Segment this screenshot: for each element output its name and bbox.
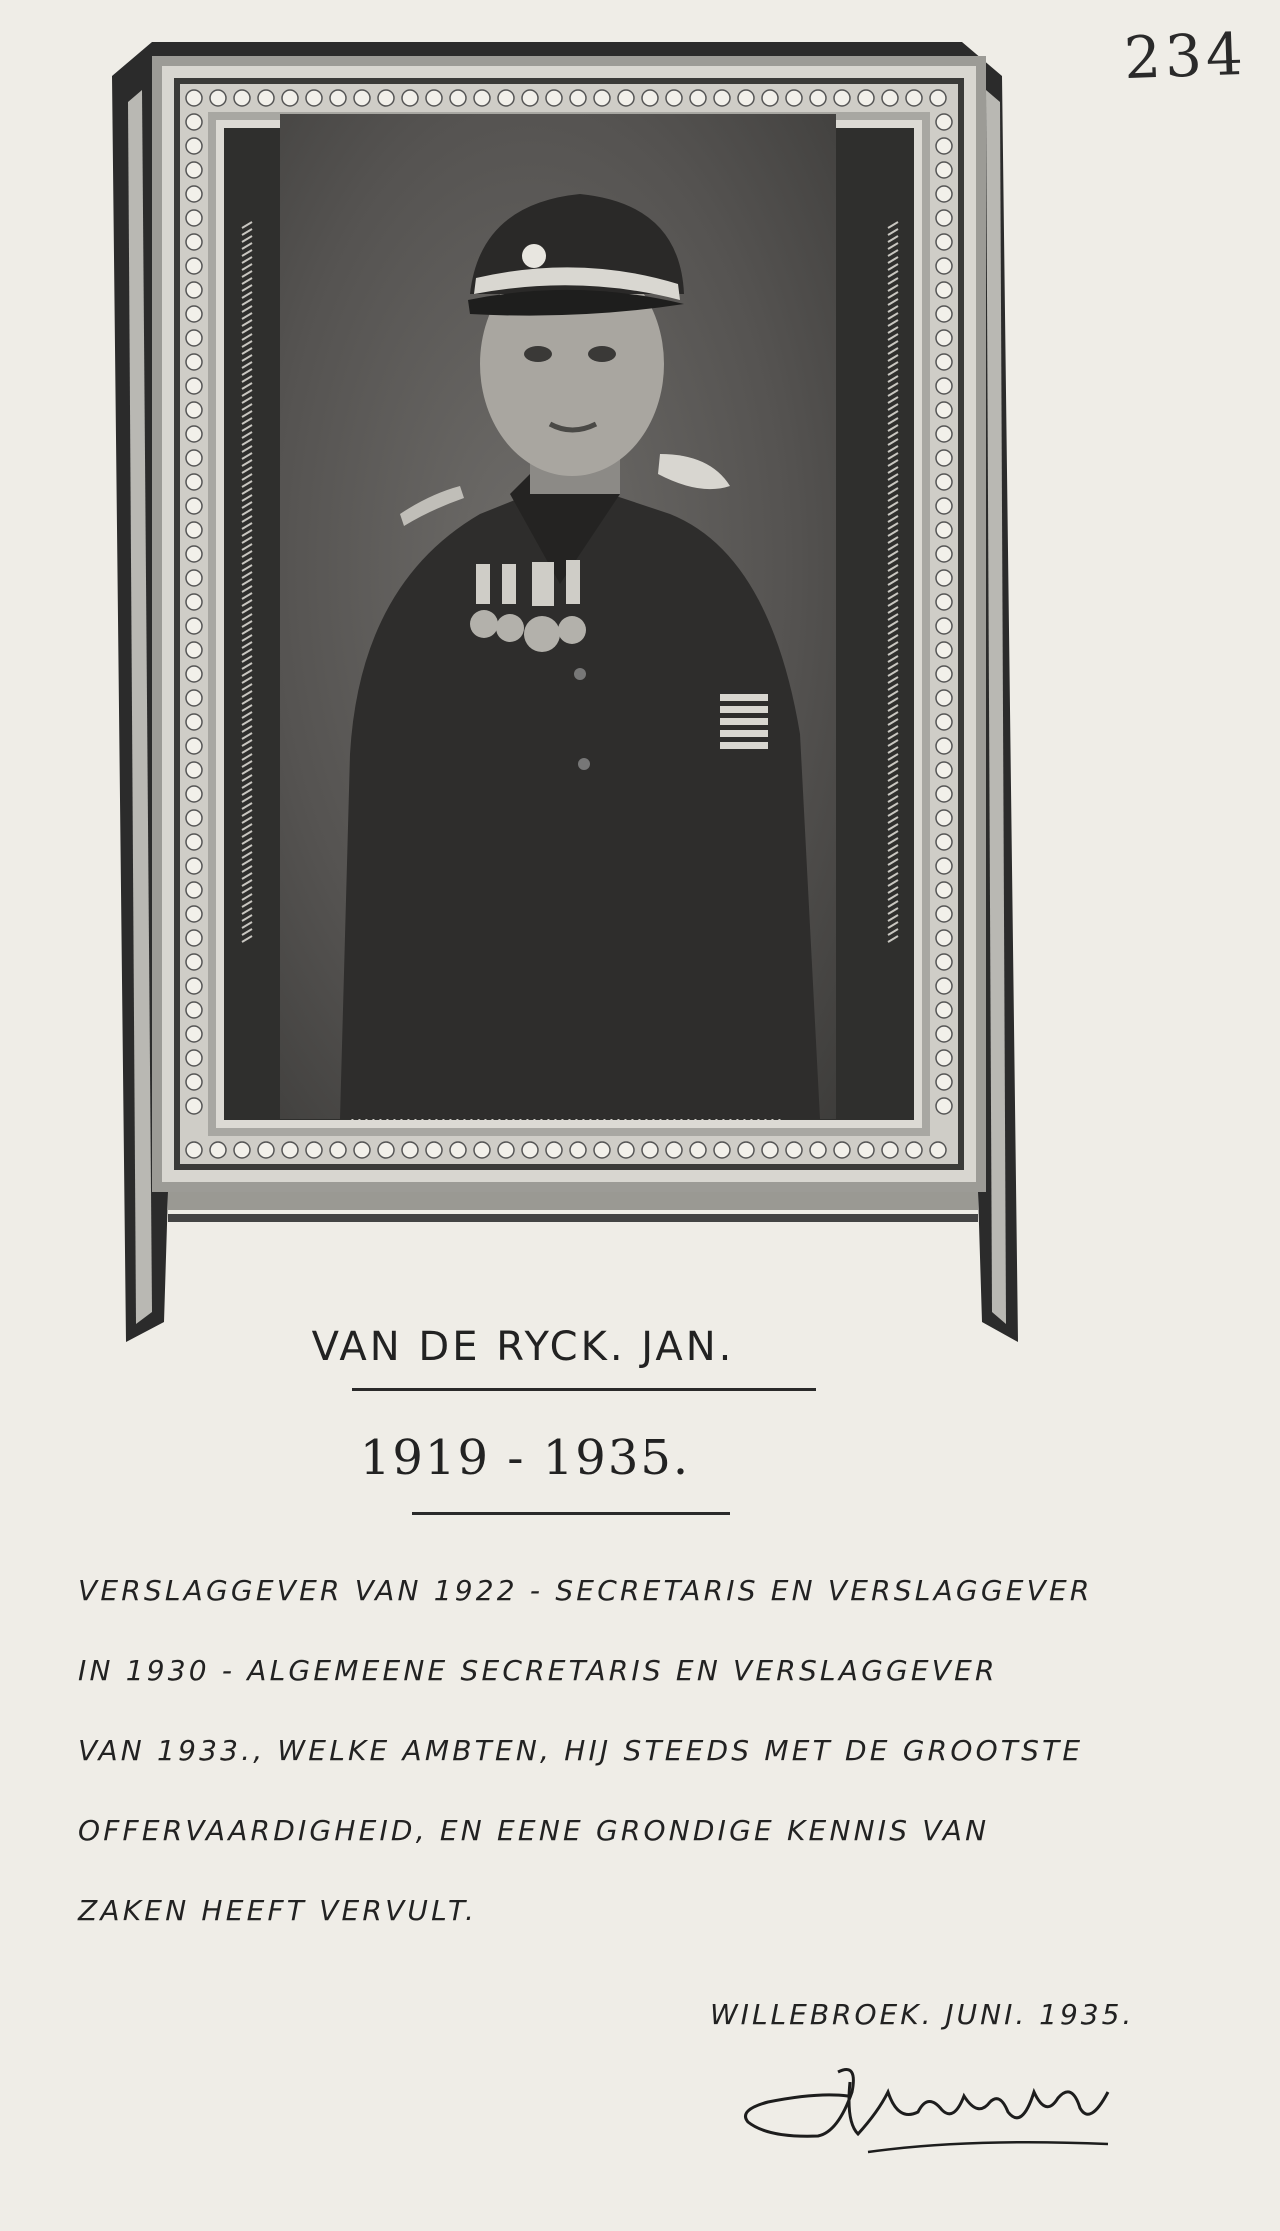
text-line: ZAKEN HEEFT VERVULT. bbox=[78, 1894, 478, 1927]
text-line: OFFERVAARDIGHEID, EN EENE GRONDIGE KENNIS VAN bbox=[78, 1814, 990, 1847]
divider-rule bbox=[352, 1388, 816, 1391]
years-range: 1919 - 1935. bbox=[359, 1430, 691, 1486]
signature bbox=[728, 2052, 1148, 2196]
handwritten-signature-icon bbox=[728, 2052, 1148, 2192]
page-number: 234 bbox=[1122, 19, 1248, 93]
portrait-frame bbox=[112, 42, 1052, 1342]
text-line: VERSLAGGEVER VAN 1922 - SECRETARIS EN VERSLAGGEVER bbox=[78, 1574, 1093, 1607]
place-date: WILLEBROEK. JUNI. 1935. bbox=[710, 1998, 1135, 2031]
text-line: VAN 1933., WELKE AMBTEN, HIJ STEEDS MET DE GROOTSTE bbox=[78, 1734, 1084, 1767]
name-title: VAN DE RYCK. JAN. bbox=[311, 1324, 735, 1370]
divider-rule bbox=[412, 1512, 730, 1515]
dedication-text bbox=[78, 1574, 1238, 1974]
text-line: IN 1930 - ALGEMEENE SECRETARIS EN VERSLAGGEVER bbox=[78, 1654, 998, 1687]
portrait-uniform-officer-icon bbox=[280, 114, 836, 1119]
portrait-photo bbox=[280, 114, 836, 1119]
